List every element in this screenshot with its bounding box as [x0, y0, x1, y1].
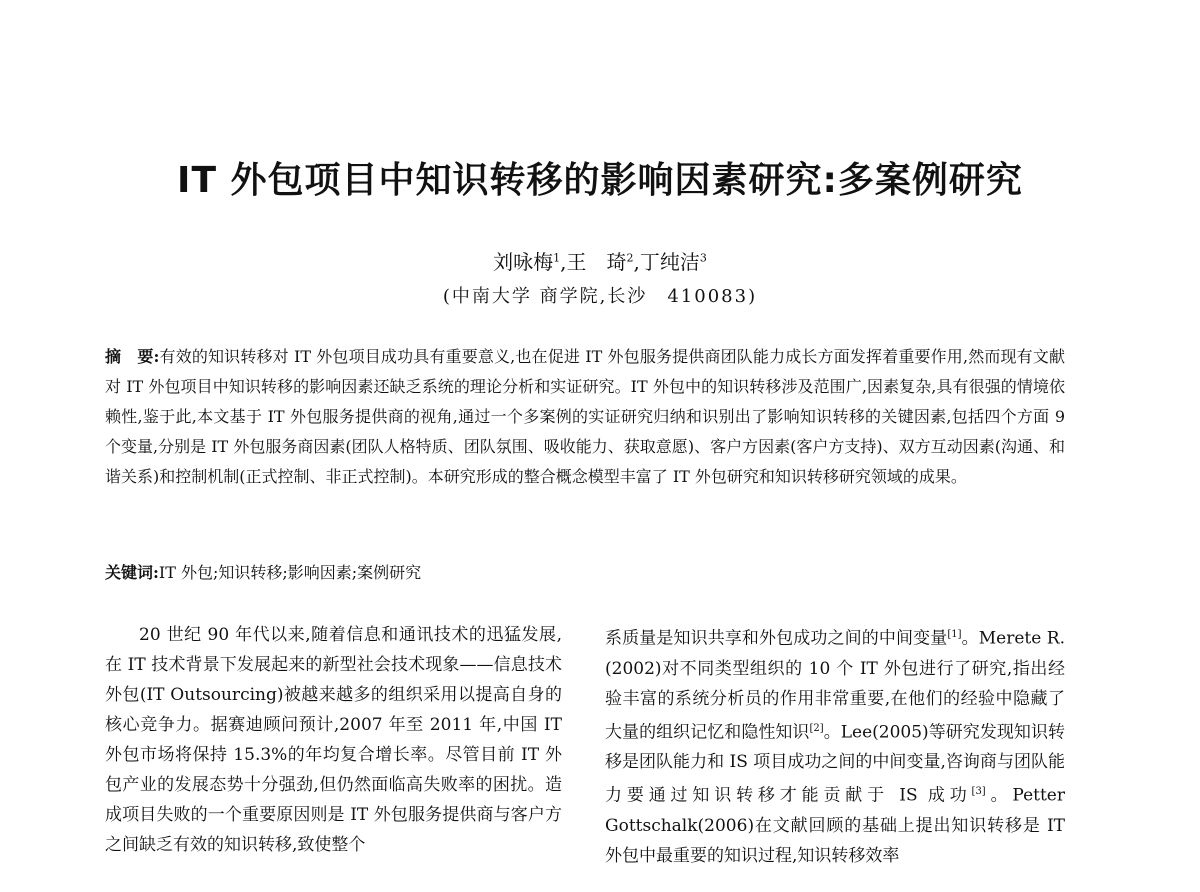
author-line: [0, 246, 1200, 275]
right-text-2: 。Merete R.(2002)对不同类型组织的 10 个 IT 外包进行了研究,指出经验丰富的系统分析员的作用非常重要,在他们的经验中隐藏了大量的组织记忆和隐性知识: [605, 628, 1066, 743]
body-right-column: [605, 620, 1065, 871]
citation-3: [3]: [971, 786, 986, 798]
author-1: 刘咏梅: [493, 250, 554, 274]
paper-title: IT 外包项目中知识转移的影响因素研究:多案例研究: [177, 160, 1023, 201]
abstract-text: 有效的知识转移对 IT 外包项目成功具有重要意义,也在促进 IT 外包服务提供商团队能力成长方面发挥着重要作用,然而现有文献对 IT 外包项目中知识转移的影响因素还缺乏系统的理论分析和实证研究。IT 外包中的知识转移涉及范围广,因素复杂,具有很强的情境依赖性,鉴于此,本文基于 IT 外包服务提供商的视角,通过一个多案例的实证研究归纳和识别出了影响知识转移的关键因素,包括四个方面 9 个变量,分别是 IT 外包服务商因素(团队人格特质、团队氛围、吸收能力、获取意愿)、客户方因素(客户方支持)、双方互动因素(沟通、和谐关系)和控制机制(正式控制、非正式控制)。本研究形成的整合概念模型丰富了 IT 外包研究和知识转移研究领域的成果。: [105, 347, 1065, 486]
author-3-affil: 3: [699, 251, 707, 265]
citation-1: [1]: [947, 629, 962, 640]
right-text-3: 。Lee(2005)等研究发现知识转移是团队能力和 IS 项目成功之间的中间变量,咨询商与团队能力要通过知识转移才能贡献于 IS 成功: [605, 722, 1065, 806]
affiliation: (中南大学 商学院,长沙 410083): [442, 286, 758, 307]
body-left-column: 20 世纪 90 年代以来,随着信息和通讯技术的迅猛发展,在 IT 技术背景下发展起来的新型社会技术现象——信息技术外包(IT Outsourcing)被越来越多的组织采用以提高自身的核心竞争力。据赛迪顾问预计,2007 年至 2011 年,中国 IT 外包市场将保持 15.3%的年均复合增长率。尽管目前 IT 外包产业的发展态势十分强劲,但仍然面临高失败率的困扰。造成项目失败的一个重要原因则是 IT 外包服务提供商与客户方之间缺乏有效的知识转移,致使整个: [105, 625, 562, 855]
author-3: ,丁纯洁: [633, 250, 700, 274]
abstract-label: 摘 要:: [105, 347, 160, 366]
keywords-text: IT 外包;知识转移;影响因素;案例研究: [158, 563, 422, 582]
right-text-1: 系质量是知识共享和外包成功之间的中间变量: [605, 628, 948, 649]
author-2-affil: 2: [626, 251, 634, 265]
author-2: ,王 琦: [560, 250, 627, 274]
right-text-4: 。Petter Gottschalk(2006)在文献回顾的基础上提出知识转移是 IT 外包中最重要的知识过程,知识转移效率: [605, 785, 1065, 866]
citation-2: [2]: [809, 722, 824, 734]
keywords-label: 关键词:: [105, 563, 159, 582]
abstract: [105, 342, 1065, 492]
keywords: [105, 560, 1065, 583]
author-1-affil: 1: [553, 251, 561, 265]
